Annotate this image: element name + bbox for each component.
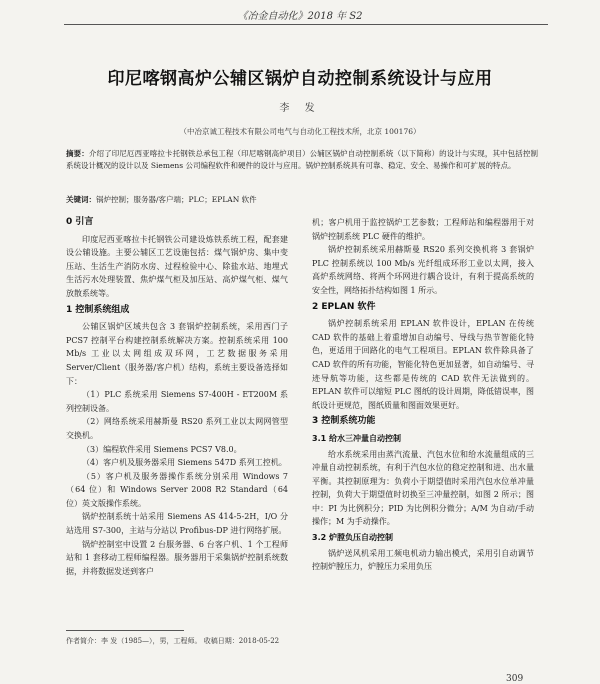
list-item: （4）客户机及服务器采用 Siemens 547D 系列工控机。: [82, 458, 287, 468]
journal-header: 《冶金自动化》2018 年 S2: [237, 11, 363, 22]
paper-title: 印尼喀钢高炉公辅区锅炉自动控制系统设计与应用: [107, 69, 493, 89]
section-heading: 0 引言: [66, 217, 94, 227]
page-number: 309: [506, 674, 524, 684]
right-column: [312, 216, 534, 574]
paragraph: 机；客户机用于监控锅炉工艺参数；工程师站和编程器用于对锅炉控制系统 PLC 硬件的维护。: [312, 218, 534, 241]
header-rule: [64, 24, 548, 25]
keywords-label: 关键词：: [66, 195, 96, 204]
subsection-heading: 3.2 炉膛负压自动控制: [312, 533, 393, 543]
list-item: （5）客户机及服务器操作系统分别采用 Windows 7（64 位）和 Windows Server 2008 R2 Standard（64 位）英文版操作系统。: [66, 471, 288, 508]
section-heading: 3 控制系统功能: [312, 416, 376, 427]
paragraph: 锅炉控制系统十站采用 Siemens AS 414-5-2H，I/O 分站选用 S7-300，主站与分站以 Profibus-DP 进行网络扩展。: [66, 512, 288, 536]
paragraph: 印度尼西亚喀拉卡托钢铁公司建设炼铁系统工程，配套建设公辅设施。主要公辅区工艺设施包括：煤气锅炉房、集中变压站、生活生产消防水房、过程检验中心、除盐水站、地埋式生活污水处理装置、焦炉煤气柜及加压站、高炉煤气柜、煤气放散系统等。: [66, 234, 288, 298]
keywords-text: 锅炉控制；服务器/客户端；PLC；EPLAN 软件: [96, 195, 257, 204]
paper-author: 李 发: [279, 103, 321, 114]
keywords: [66, 194, 538, 206]
paragraph: 锅炉送风机采用工频电机动力输出模式，采用引自动调节控制炉膛压力，炉膛压力采用负压: [312, 548, 534, 572]
abstract-text: 介绍了印尼厄西亚喀拉卡托钢铁总承包工程（印尼喀钢高炉项目）公辅区锅炉自动控制系统（以下简称）的设计与实现，其中包括控制系统设计概况的设计以及 Siemens 公司编程软件和硬件的设计与应用。锅炉控制系统具有可靠、稳定、安全、易操作和可扩展的特点。: [66, 149, 539, 170]
left-column: [66, 216, 288, 578]
list-item: （1）PLC 系统采用 Siemens S7-400H - ET200M 系列控制设备。: [66, 390, 288, 413]
subsection-heading: 3.1 给水三冲量自动控制: [312, 433, 401, 443]
section-heading: 1 控制系统组成: [66, 304, 130, 315]
abstract-label: 摘要：: [66, 149, 89, 158]
author-footnote: 作者简介：李 发（1985—），男，工程师。 收稿日期：2018-05-22: [66, 637, 280, 645]
author-affiliation: （中冶京诚工程技术有限公司电气与自动化工程技术所，北京 100176）: [179, 127, 421, 136]
list-item: （3）编程软件采用 Siemens PCS7 V8.0。: [82, 444, 242, 454]
footnote-rule: [66, 630, 184, 631]
section-heading: 2 EPLAN 软件: [312, 301, 376, 312]
paragraph: 公辅区锅炉区域共包含 3 套锅炉控制系统，采用西门子 PCS7 控制平台构建控制系统解决方案。控制系统采用 100 Mb/s 工业以太网组成双环网，工艺数据服务采用 Server/Client（服务器/客户机）结构，系统主要设备选择如下：: [66, 322, 288, 386]
paragraph: 给水系统采用由蒸汽流量、汽包水位和给水流量组成的三冲量自动控制系统，有利于汽包水位的稳定控制和进、出水量平衡。其控制原理为：负荷小于期望值时采用汽包水位单冲量控制，负荷大于期望值时切换至三冲量控制，如图 2 所示；图中：PI 为比例积分；PID 为比例积分微分；A/M 为自动/手动操作；M 为手动操作。: [312, 449, 534, 527]
abstract: [66, 148, 538, 172]
paragraph: 锅炉控制系统采用赫斯曼 RS20 系列交换机将 3 套锅炉 PLC 控制系统以 100 Mb/s 光纤组成环形工业以太网，接入高炉系统网络、将两个环网进行耦合设计，有利于提高系统的安全性，网络拓扑结构如图 1 所示。: [312, 245, 534, 295]
list-item: （2）网络系统采用赫斯曼 RS20 系列工业以太网网管型交换机。: [66, 417, 288, 440]
paragraph: 锅炉控制系统采用 EPLAN 软件设计，EPLAN 在传统 CAD 软件的基础上着重增加自动编号、导线与热节智能化特色，更适用于回路化的电气工程项目。EPLAN 软件除具备了 CAD 软件的所有功能，智能化特色更加显著，如自动编号、寻迹导航等功能，这些都是传统的 CAD 软件无法做到的。EPLAN 软件可以缩短 PLC 图纸的设计周期，降低错误率，图纸设计更规范，图纸质量和图面效果更好。: [312, 319, 534, 410]
paragraph: 锅炉控制室中设置 2 台服务器、6 台客户机、1 个工程师站和 1 套移动工程师编程器。服务器用于采集锅炉控制系统数据，并将数据发送到客户: [66, 539, 288, 576]
